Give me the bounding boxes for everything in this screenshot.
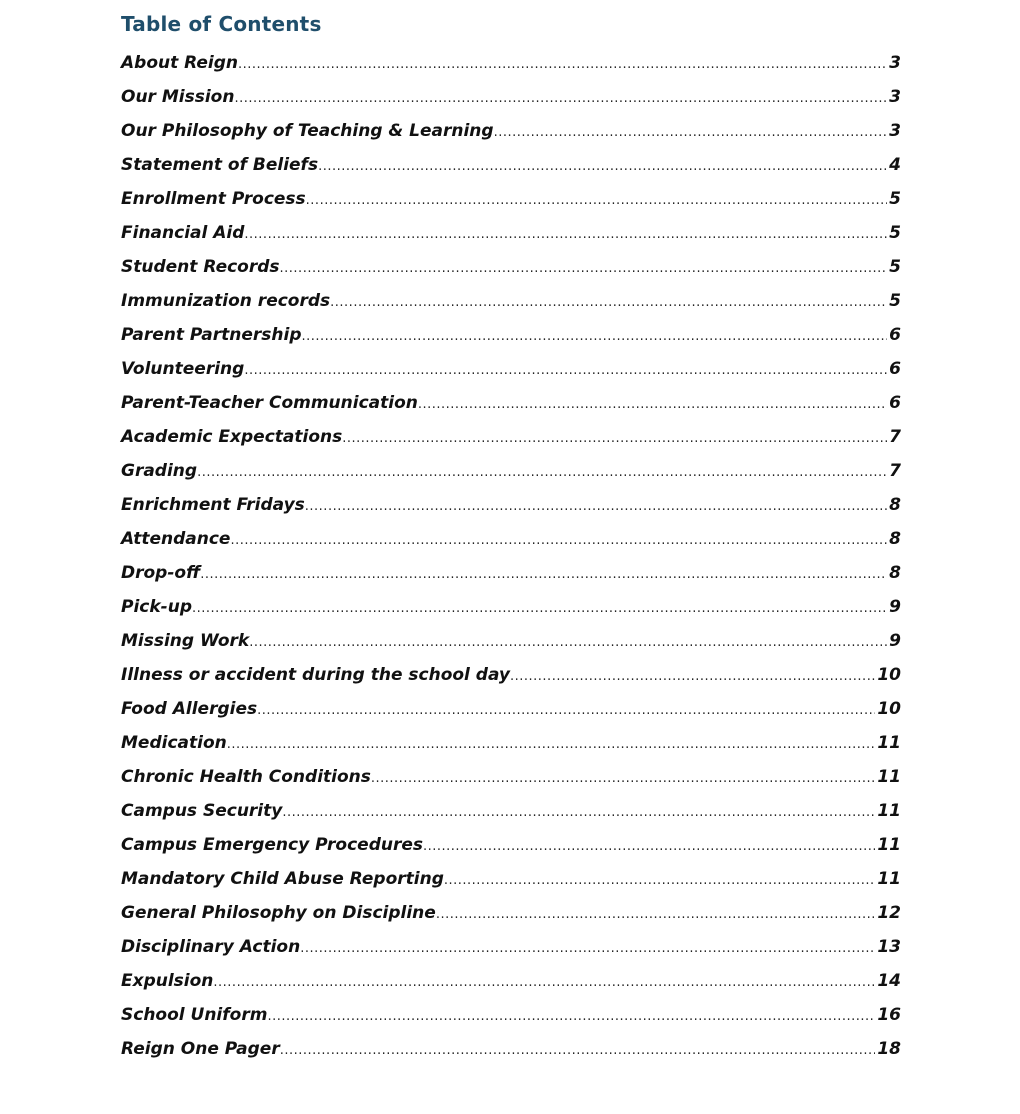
toc-entry-label: Enrollment Process	[121, 189, 306, 209]
toc-entry[interactable]	[121, 794, 901, 828]
toc-entry-label: Pick-up	[121, 597, 192, 617]
toc-entry[interactable]	[121, 964, 901, 998]
toc-entry[interactable]	[121, 284, 901, 318]
toc-entry-label: School Uniform	[121, 1005, 268, 1025]
toc-entry[interactable]	[121, 862, 901, 896]
toc-entry[interactable]	[121, 692, 901, 726]
toc-dot-leader	[197, 454, 887, 490]
toc-entry-label: Immunization records	[121, 291, 331, 311]
toc-entry-label: Our Philosophy of Teaching & Learning	[121, 121, 494, 141]
toc-dot-leader	[280, 250, 888, 286]
toc-entry-label: Parent-Teacher Communication	[121, 393, 418, 413]
toc-entry-label: Parent Partnership	[121, 325, 302, 345]
toc-dot-leader	[330, 284, 887, 320]
toc-entry-page-number: 8	[889, 563, 901, 583]
toc-entry-page-number: 3	[889, 121, 901, 141]
toc-dot-leader	[230, 522, 887, 558]
toc-entry-label: Reign One Pager	[121, 1039, 280, 1059]
toc-dot-leader	[305, 488, 887, 524]
toc-dot-leader	[436, 896, 876, 932]
toc-list	[121, 46, 901, 1066]
toc-dot-leader	[444, 862, 875, 898]
toc-entry[interactable]	[121, 352, 901, 386]
toc-entry-label: Illness or accident during the school day	[121, 665, 510, 685]
toc-entry-label: Medication	[121, 733, 227, 753]
toc-entry-page-number: 11	[877, 835, 901, 855]
toc-entry-label: Missing Work	[121, 631, 250, 651]
toc-entry[interactable]	[121, 556, 901, 590]
toc-title: Table of Contents	[121, 12, 322, 36]
toc-entry[interactable]	[121, 896, 901, 930]
toc-entry-page-number: 11	[877, 801, 901, 821]
toc-entry-label: Attendance	[121, 529, 231, 549]
toc-entry-page-number: 12	[877, 903, 901, 923]
toc-dot-leader	[318, 148, 887, 184]
toc-entry-page-number: 5	[889, 189, 901, 209]
toc-entry-page-number: 3	[889, 53, 901, 73]
toc-dot-leader	[200, 556, 887, 592]
toc-entry[interactable]	[121, 386, 901, 420]
toc-entry-label: Campus Emergency Procedures	[121, 835, 423, 855]
toc-entry-label: Expulsion	[121, 971, 214, 991]
toc-entry-label: Mandatory Child Abuse Reporting	[121, 869, 444, 889]
toc-entry-page-number: 6	[889, 393, 901, 413]
toc-entry-page-number: 10	[877, 699, 901, 719]
toc-dot-leader	[282, 794, 875, 830]
toc-dot-leader	[257, 692, 875, 728]
toc-entry-page-number: 7	[889, 461, 901, 481]
toc-entry[interactable]	[121, 318, 901, 352]
toc-entry[interactable]	[121, 80, 901, 114]
toc-entry[interactable]	[121, 182, 901, 216]
toc-entry-page-number: 3	[889, 87, 901, 107]
toc-dot-leader	[302, 318, 888, 354]
toc-dot-leader	[342, 420, 887, 456]
toc-entry[interactable]	[121, 216, 901, 250]
toc-entry-page-number: 11	[877, 733, 901, 753]
toc-entry-page-number: 8	[889, 529, 901, 549]
toc-dot-leader	[213, 964, 875, 1000]
toc-entry[interactable]	[121, 420, 901, 454]
toc-dot-leader	[418, 386, 887, 422]
toc-entry[interactable]	[121, 46, 901, 80]
toc-entry[interactable]	[121, 930, 901, 964]
toc-entry-label: Chronic Health Conditions	[121, 767, 371, 787]
toc-dot-leader	[244, 352, 887, 388]
toc-entry-page-number: 8	[889, 495, 901, 515]
toc-entry-label: Food Allergies	[121, 699, 258, 719]
toc-entry[interactable]	[121, 624, 901, 658]
toc-dot-leader	[249, 624, 887, 660]
toc-dot-leader	[300, 930, 875, 966]
toc-entry-page-number: 5	[889, 257, 901, 277]
toc-entry-label: Statement of Beliefs	[121, 155, 319, 175]
toc-entry-page-number: 16	[877, 1005, 901, 1025]
toc-dot-leader	[234, 80, 887, 116]
toc-entry-label: Academic Expectations	[121, 427, 343, 447]
toc-dot-leader	[423, 828, 875, 864]
toc-entry-page-number: 5	[889, 291, 901, 311]
toc-entry-label: Our Mission	[121, 87, 235, 107]
toc-entry[interactable]	[121, 590, 901, 624]
toc-entry-label: Disciplinary Action	[121, 937, 301, 957]
toc-entry-page-number: 11	[877, 869, 901, 889]
toc-entry-label: Enrichment Fridays	[121, 495, 305, 515]
toc-entry[interactable]	[121, 250, 901, 284]
toc-dot-leader	[238, 46, 887, 82]
toc-entry-page-number: 11	[877, 767, 901, 787]
toc-entry-label: Drop-off	[121, 563, 201, 583]
toc-entry[interactable]	[121, 454, 901, 488]
toc-entry-label: Grading	[121, 461, 198, 481]
toc-page	[121, 8, 901, 1066]
toc-entry-label: Campus Security	[121, 801, 283, 821]
toc-entry-page-number: 5	[889, 223, 901, 243]
toc-entry[interactable]	[121, 828, 901, 862]
toc-entry[interactable]	[121, 726, 901, 760]
toc-entry[interactable]	[121, 998, 901, 1032]
toc-entry-page-number: 7	[889, 427, 901, 447]
toc-dot-leader	[280, 1032, 876, 1068]
toc-entry-label: Student Records	[121, 257, 280, 277]
toc-dot-leader	[306, 182, 887, 218]
toc-entry-page-number: 14	[877, 971, 901, 991]
toc-entry-page-number: 9	[889, 597, 901, 617]
toc-entry-page-number: 6	[889, 359, 901, 379]
toc-entry-page-number: 9	[889, 631, 901, 651]
toc-entry[interactable]	[121, 488, 901, 522]
toc-entry[interactable]	[121, 148, 901, 182]
toc-dot-leader	[192, 590, 887, 626]
toc-entry[interactable]	[121, 114, 901, 148]
toc-dot-leader	[371, 760, 875, 796]
toc-entry-page-number: 6	[889, 325, 901, 345]
toc-dot-leader	[227, 726, 876, 762]
toc-entry-page-number: 4	[889, 155, 901, 175]
toc-entry[interactable]	[121, 760, 901, 794]
toc-entry[interactable]	[121, 1032, 901, 1066]
toc-dot-leader	[494, 114, 888, 150]
toc-entry[interactable]	[121, 522, 901, 556]
toc-entry-label: About Reign	[121, 53, 239, 73]
toc-entry-page-number: 13	[877, 937, 901, 957]
toc-entry-page-number: 10	[877, 665, 901, 685]
toc-dot-leader	[244, 216, 887, 252]
toc-dot-leader	[510, 658, 875, 694]
toc-entry-label: General Philosophy on Discipline	[121, 903, 436, 923]
toc-entry-label: Volunteering	[121, 359, 245, 379]
toc-entry-label: Financial Aid	[121, 223, 245, 243]
toc-entry[interactable]	[121, 658, 901, 692]
toc-dot-leader	[267, 998, 875, 1034]
toc-entry-page-number: 18	[877, 1039, 901, 1059]
